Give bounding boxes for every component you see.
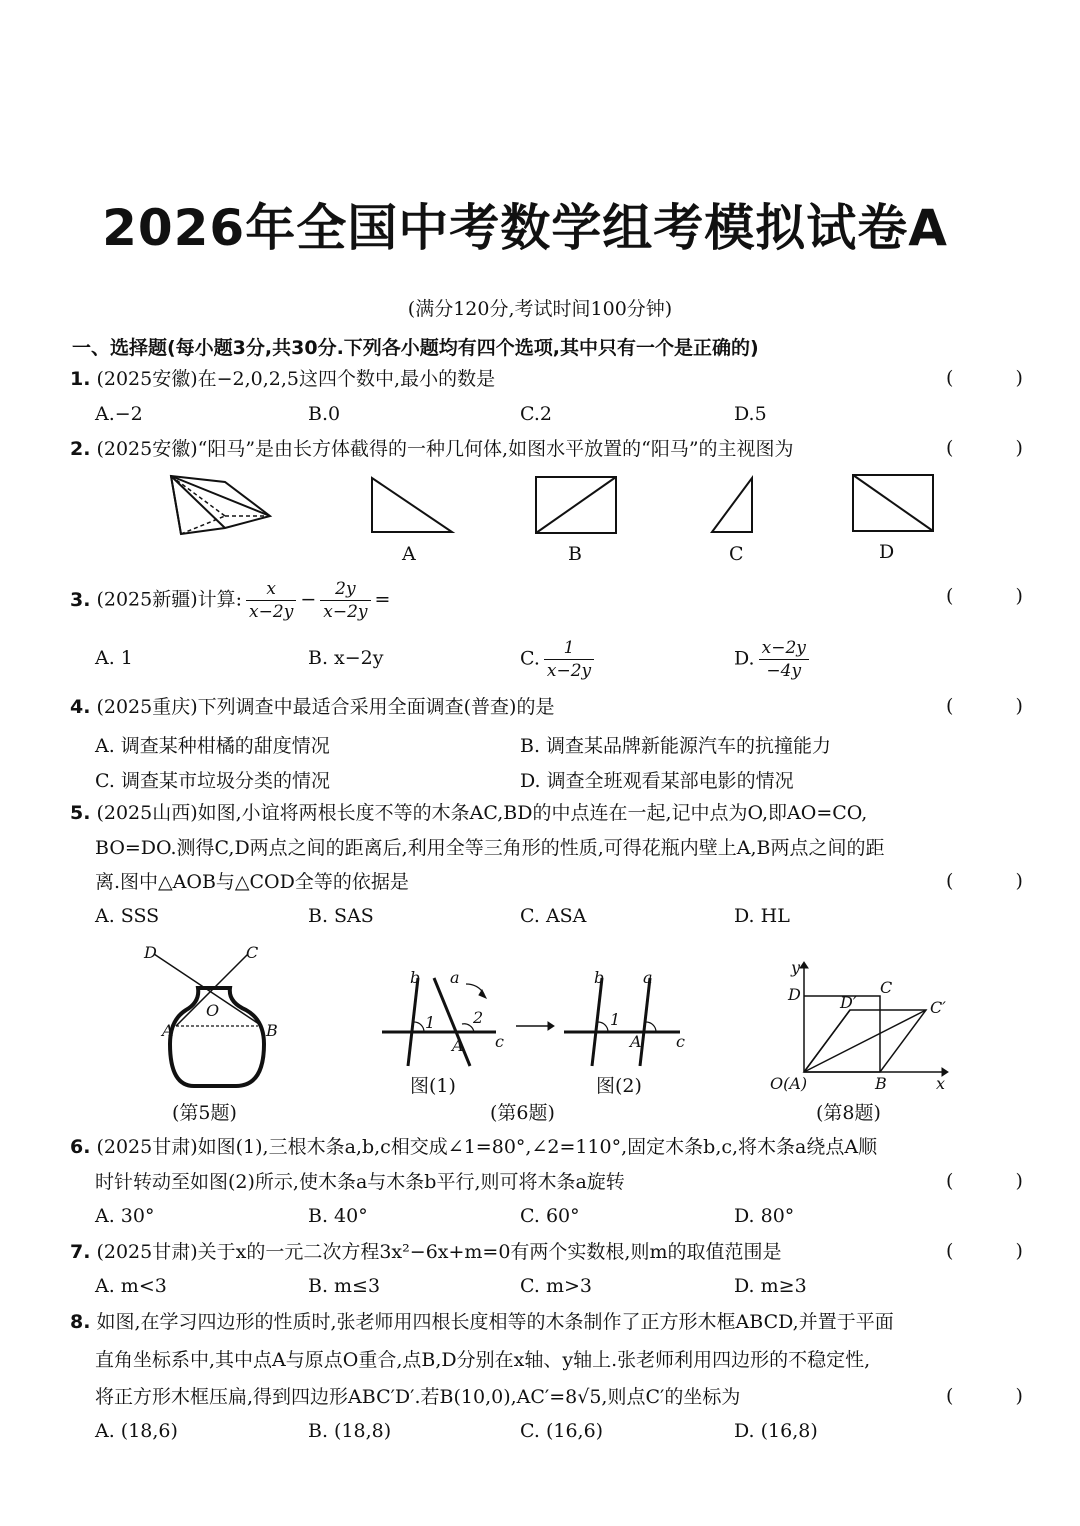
view-option-d[interactable]: [850, 472, 936, 534]
yangma-solid-figure: [165, 470, 275, 540]
option-d[interactable]: D. (16,8): [734, 1420, 818, 1442]
answer-bracket[interactable]: ( ): [946, 585, 1051, 607]
view-option-b[interactable]: [533, 474, 619, 536]
question-2: [70, 437, 794, 461]
option-a[interactable]: A. 1: [95, 647, 133, 669]
option-c[interactable]: [520, 637, 598, 682]
question-number: 6.: [70, 1136, 91, 1158]
question-text: (2025安徽)在−2,0,2,5这四个数中,最小的数是: [96, 368, 496, 390]
angle-label-2: 2: [473, 1008, 484, 1027]
vertex-d: D: [788, 985, 801, 1004]
question-text: (2025安徽)“阳马”是由长方体截得的一种几何体,如图水平放置的“阳马”的主视图为: [96, 438, 794, 460]
answer-bracket[interactable]: ( ): [946, 1240, 1051, 1262]
angle-label-1: 1: [425, 1013, 436, 1032]
option-b[interactable]: B. SAS: [308, 905, 374, 927]
subfigure-caption-1: 图(1): [410, 1075, 456, 1097]
view-option-a[interactable]: [368, 474, 458, 536]
option-d[interactable]: D. m≥3: [734, 1275, 807, 1297]
question-number: 8.: [70, 1311, 91, 1333]
question-number: 4.: [70, 696, 91, 718]
numerator: x: [266, 579, 276, 599]
option-d[interactable]: D. 调查全班观看某部电影的情况: [520, 770, 794, 792]
option-c[interactable]: C. m>3: [520, 1275, 592, 1297]
question-number: 2.: [70, 438, 91, 460]
question-number: 5.: [70, 802, 91, 824]
fraction-1: [246, 578, 296, 623]
vertex-a: A: [162, 1021, 174, 1040]
question-4: [70, 695, 554, 719]
option-label-c: C: [729, 543, 744, 565]
option-d[interactable]: D.5: [734, 403, 767, 425]
fraction-2: [320, 578, 370, 623]
line-label-b: b: [410, 968, 421, 987]
option-a[interactable]: A. SSS: [95, 905, 160, 927]
answer-bracket[interactable]: ( ): [946, 870, 1051, 892]
option-letter: D.: [734, 647, 755, 670]
section-heading: 一、选择题(每小题3分,共30分.下列各小题均有四个选项,其中只有一个是正确的): [72, 337, 759, 359]
origin-label: O(A): [770, 1074, 808, 1093]
option-a[interactable]: A. (18,6): [95, 1420, 178, 1442]
option-label-a: A: [402, 543, 416, 565]
option-d[interactable]: D. 80°: [734, 1205, 795, 1227]
denominator: x−2y: [246, 600, 296, 623]
option-letter: C.: [520, 647, 540, 670]
view-option-c[interactable]: [708, 474, 758, 536]
question-5: [70, 801, 867, 825]
numerator: 1: [563, 638, 575, 658]
numerator: x−2y: [761, 638, 806, 658]
option-b[interactable]: B.0: [308, 403, 341, 425]
question-text-line: BO=DO.测得C,D两点之间的距离后,利用全等三角形的性质,可得花瓶内壁上A,B两点之间的距: [95, 837, 885, 859]
question-text: (2025重庆)下列调查中最适合采用全面调查(普查)的是: [96, 696, 555, 718]
fraction: [544, 637, 594, 682]
question-1: [70, 367, 495, 391]
question-3: [70, 578, 390, 623]
vertex-d: D: [144, 943, 157, 962]
exam-info: (满分120分,考试时间100分钟): [407, 298, 673, 320]
vertex-c: C: [246, 943, 259, 962]
coordinate-figure: [790, 960, 950, 1080]
option-c[interactable]: C. 60°: [520, 1205, 580, 1227]
question-number: 7.: [70, 1241, 91, 1263]
option-d[interactable]: [734, 637, 813, 682]
question-text-line: 离.图中△AOB与△COD全等的依据是: [95, 871, 409, 893]
option-label-b: B: [568, 543, 582, 565]
question-text: (2025山西)如图,小谊将两根长度不等的木条AC,BD的中点连在一起,记中点为O,即AO=CO,: [96, 802, 868, 824]
vertex-c: C: [880, 978, 893, 997]
line-label-a: a: [450, 968, 460, 987]
option-a[interactable]: A. 调查某种柑橘的甜度情况: [95, 735, 330, 757]
arrow-right-icon: [514, 1020, 554, 1032]
denominator: −4y: [759, 659, 809, 682]
lines-figure-2: [562, 970, 692, 1070]
figure-caption: (第5题): [172, 1102, 237, 1124]
option-d[interactable]: D. HL: [734, 905, 790, 927]
fraction: [759, 637, 809, 682]
vertex-d-prime: D′: [840, 993, 857, 1012]
line-label-c: c: [495, 1032, 504, 1051]
lines-figure-1: [378, 970, 508, 1070]
question-text-line: 时针转动至如图(2)所示,使木条a与木条b平行,则可将木条a旋转: [95, 1171, 625, 1193]
vertex-o: O: [206, 1001, 220, 1020]
option-a[interactable]: A. 30°: [95, 1205, 155, 1227]
point-label-a: A: [630, 1032, 642, 1051]
option-b[interactable]: B. 调查某品牌新能源汽车的抗撞能力: [520, 735, 832, 757]
vertex-b: B: [266, 1021, 278, 1040]
option-c[interactable]: C. (16,6): [520, 1420, 604, 1442]
option-b[interactable]: B. (18,8): [308, 1420, 392, 1442]
equals-sign: =: [374, 588, 391, 611]
line-label-b: b: [594, 968, 605, 987]
subfigure-caption-2: 图(2): [596, 1075, 642, 1097]
answer-bracket[interactable]: ( ): [946, 1170, 1051, 1192]
option-c[interactable]: C. 调查某市垃圾分类的情况: [95, 770, 330, 792]
denominator: x−2y: [320, 600, 370, 623]
line-label-c: c: [676, 1032, 685, 1051]
page-title: 2026年全国中考数学组考模拟试卷A: [102, 199, 948, 257]
option-b[interactable]: B. x−2y: [308, 647, 384, 669]
question-text-line: 直角坐标系中,其中点A与原点O重合,点B,D分别在x轴、y轴上.张老师利用四边形的不稳定性,: [95, 1349, 871, 1371]
option-a[interactable]: A. m<3: [95, 1275, 167, 1297]
angle-label-1: 1: [610, 1010, 621, 1029]
answer-bracket[interactable]: ( ): [946, 367, 1051, 389]
question-text: (2025新疆)计算:: [96, 588, 243, 611]
option-label-d: D: [879, 541, 895, 563]
numerator: 2y: [335, 579, 356, 599]
question-text: (2025甘肃)关于x的一元二次方程3x²−6x+m=0有两个实数根,则m的取值范围是: [96, 1241, 782, 1263]
figure-caption: (第8题): [816, 1102, 881, 1124]
option-b[interactable]: B. m≤3: [308, 1275, 381, 1297]
question-8: [70, 1310, 894, 1334]
answer-bracket[interactable]: ( ): [946, 1385, 1051, 1407]
option-b[interactable]: B. 40°: [308, 1205, 368, 1227]
question-7: [70, 1240, 782, 1264]
y-axis-label: y: [791, 958, 801, 977]
denominator: x−2y: [544, 659, 594, 682]
x-axis-label: x: [936, 1074, 946, 1093]
question-text: (2025甘肃)如图(1),三根木条a,b,c相交成∠1=80°,∠2=110°,固定木条b,c,将木条a绕点A顺: [96, 1136, 878, 1158]
option-c[interactable]: C.2: [520, 403, 552, 425]
answer-bracket[interactable]: ( ): [946, 437, 1051, 459]
option-c[interactable]: C. ASA: [520, 905, 587, 927]
question-number: 1.: [70, 368, 91, 390]
minus-sign: −: [300, 588, 317, 611]
question-6: [70, 1135, 877, 1159]
vertex-c-prime: C′: [930, 998, 946, 1017]
vertex-b: B: [875, 1074, 887, 1093]
question-text: 如图,在学习四边形的性质时,张老师用四根长度相等的木条制作了正方形木框ABCD,并置于平面: [96, 1311, 894, 1333]
figure-caption: (第6题): [490, 1102, 555, 1124]
line-label-a: a: [643, 968, 653, 987]
answer-bracket[interactable]: ( ): [946, 695, 1051, 717]
point-label-a: A: [452, 1036, 464, 1055]
question-number: 3.: [70, 588, 91, 611]
question-text-line: 将正方形木框压扁,得到四边形ABC′D′.若B(10,0),AC′=8√5,则点C′的坐标为: [95, 1386, 741, 1408]
option-a[interactable]: A.−2: [95, 403, 143, 425]
